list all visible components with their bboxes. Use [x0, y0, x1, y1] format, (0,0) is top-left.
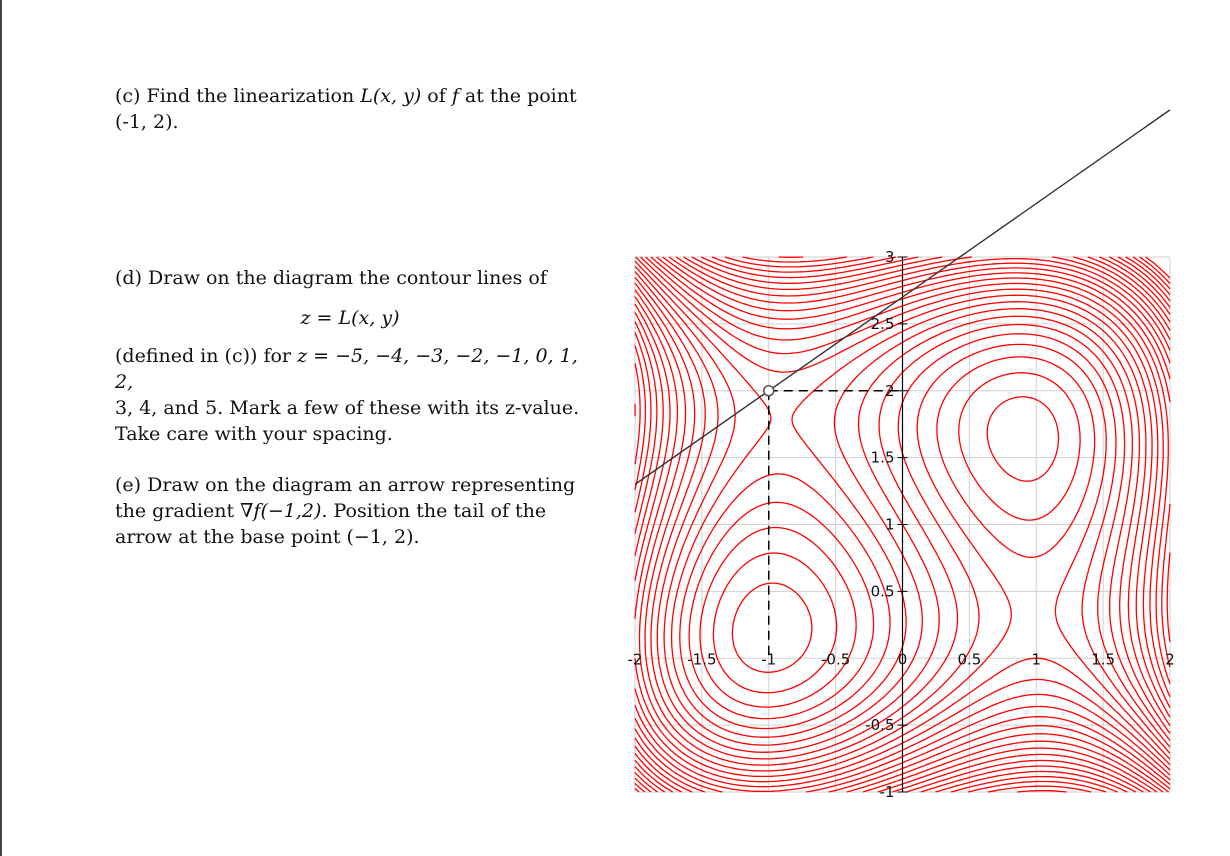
- x-tick-label: 0: [897, 650, 908, 669]
- question-d-label: (d): [115, 267, 142, 289]
- plot-overlay: [635, 110, 1170, 792]
- x-tick-label: 2: [1165, 650, 1175, 669]
- question-e-line-1: Draw on the diagram an arrow representing: [147, 474, 576, 496]
- question-e-line-2a: the gradient: [115, 500, 235, 522]
- x-tick-label: 1: [1031, 650, 1042, 669]
- x-tick-label: -1: [761, 650, 777, 669]
- x-tick-label: 1.5: [1091, 650, 1116, 669]
- y-tick-label: -0.5: [865, 716, 895, 735]
- y-tick-label: 2.5: [870, 314, 895, 333]
- contour-line: [676, 257, 1170, 351]
- x-tick-label: -2: [627, 650, 643, 669]
- question-d: [115, 265, 585, 447]
- question-d-line-4: Take care with your spacing.: [115, 423, 393, 445]
- question-d-line-3: 3, 4, and 5. Mark a few of these with its z-value.: [115, 397, 580, 419]
- question-e: [115, 472, 585, 550]
- question-d-zvalues: z = −5, −4, −3, −2, −1, 0, 1, 2,: [115, 345, 578, 393]
- page-left-rule: [0, 0, 2, 856]
- question-e-label: (e): [115, 474, 142, 496]
- question-c-point: (-1, 2).: [115, 111, 179, 133]
- question-e-line-3: arrow at the base point (−1, 2).: [115, 526, 420, 548]
- y-tick-label: 0.5: [870, 582, 895, 601]
- question-c-function: L(x, y): [360, 85, 422, 107]
- question-c-f: f: [451, 85, 459, 107]
- contour-plot: [627, 248, 1175, 801]
- question-c-label: (c): [115, 85, 141, 107]
- question-d-equation: z = L(x, y): [300, 307, 400, 329]
- x-tick-label: -1.5: [687, 650, 717, 669]
- contour-line: [1146, 257, 1170, 278]
- y-tick-label: 2: [884, 381, 895, 400]
- question-c-text-1: Find the linearization: [146, 85, 355, 107]
- question-e-line-2b: Position the tail of the: [333, 500, 547, 522]
- question-d-line-1: Draw on the diagram the contour lines of: [148, 267, 547, 289]
- question-e-gradient: ∇f(−1,2).: [240, 500, 328, 522]
- y-tick-label: 3: [884, 248, 895, 266]
- question-c-text-3: at the point: [464, 85, 577, 107]
- y-tick-label: -1: [879, 783, 895, 801]
- question-d-line-2: (defined in (c)) for: [115, 345, 292, 367]
- y-tick-label: 1: [884, 515, 895, 534]
- base-point-marker: [764, 386, 774, 396]
- y-tick-label: 1.5: [870, 448, 895, 467]
- contour-line: [646, 257, 1170, 707]
- contour-line: [635, 777, 1118, 792]
- question-c: [115, 83, 585, 135]
- question-c-text-2: of: [427, 85, 446, 107]
- x-tick-label: -0.5: [820, 650, 851, 669]
- x-tick-label: 0.5: [957, 650, 982, 669]
